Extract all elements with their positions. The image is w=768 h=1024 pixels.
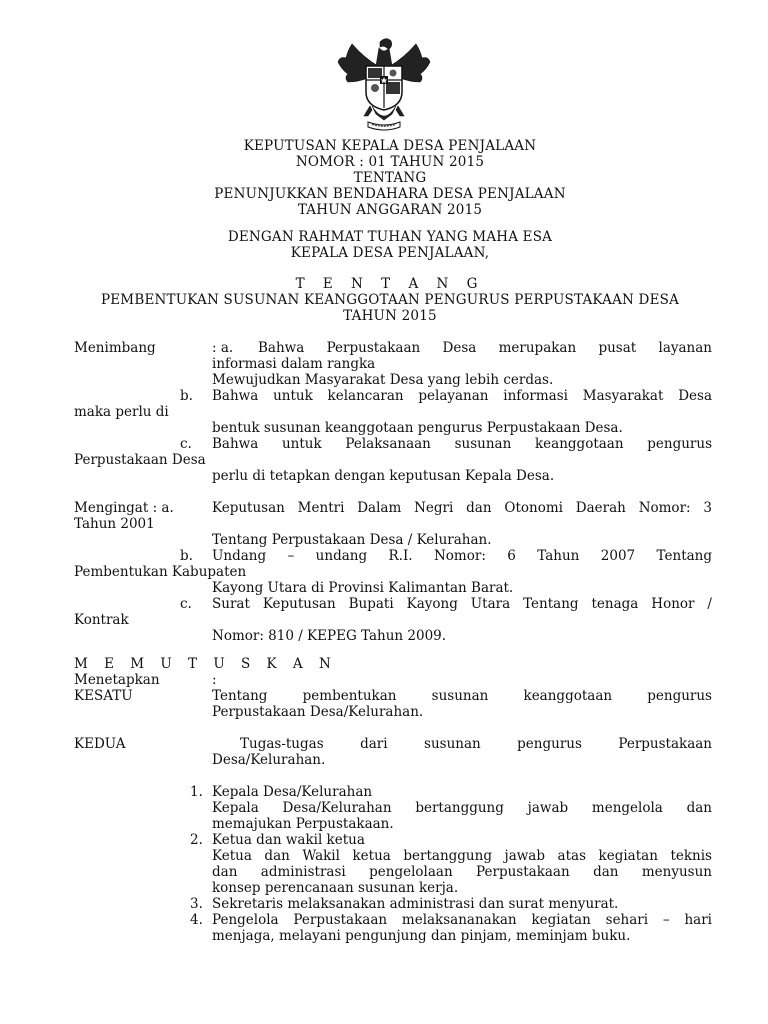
header-title	[60, 138, 720, 218]
task-title: Ketua dan wakil ketua	[212, 832, 365, 848]
menimbang-a-marker: : a.	[212, 340, 234, 356]
mengingat-a-line1: Keputusan Mentri Dalam Negri dan Otonomi Daerah Nomor: 3	[212, 500, 712, 516]
menimbang-b-line2: maka perlu di	[74, 404, 169, 420]
menimbang-b-line3: bentuk susunan keanggotaan pengurus Perpustakaan Desa.	[212, 420, 623, 436]
decree-subject: PENUNJUKKAN BENDAHARA DESA PENJALAAN	[214, 186, 566, 202]
task-line: Ketua dan Wakil ketua bertanggung jawab atas kegiatan teknis	[212, 848, 712, 864]
kedua-line1: Tugas-tugas dari susunan pengurus Perpustakaan	[240, 736, 712, 752]
kedua-label: KEDUA	[74, 736, 126, 752]
menimbang-a-line1: Bahwa Perpustakaan Desa merupakan pusat layanan	[258, 340, 712, 356]
subject-line-2: TAHUN 2015	[343, 308, 437, 324]
decree-title: KEPUTUSAN KEPALA DESA PENJALAAN	[243, 138, 537, 154]
kesatu-label: KESATU	[74, 688, 133, 704]
task-line: Kepala Desa/Kelurahan bertanggung jawab mengelola dan	[212, 800, 712, 816]
mengingat-c-marker: c.	[180, 596, 192, 612]
mengingat-b-line1: Undang – undang R.I. Nomor: 6 Tahun 2007 Tentang	[212, 548, 712, 564]
task-line: konsep perencanaan susunan kerja.	[212, 880, 459, 896]
subject-line-1: PEMBENTUKAN SUSUNAN KEANGGOTAAN PENGURUS PERPUSTAKAAN DESA	[100, 292, 680, 308]
kedua-line2: Desa/Kelurahan.	[212, 752, 326, 768]
menimbang-c-line2: Perpustakaan Desa	[74, 452, 206, 468]
task-title: Pengelola Perpustakaan melaksananakan kegiatan sehari – hari	[212, 912, 712, 928]
menimbang-b-marker: b.	[180, 388, 193, 404]
menimbang-label: Menimbang	[74, 340, 156, 356]
menimbang-c-line3: perlu di tetapkan dengan keputusan Kepala Desa.	[212, 468, 555, 484]
menimbang-c-marker: c.	[180, 436, 192, 452]
task-line: dan administrasi pengelolaan Perpustakaan dan menyusun	[212, 864, 712, 880]
menimbang-c-line1: Bahwa untuk Pelaksanaan susunan keanggotaan pengurus	[212, 436, 712, 452]
menimbang-b-line1: Bahwa untuk kelancaran pelayanan informasi Masyarakat Desa	[212, 388, 712, 404]
task-number: 4.	[190, 912, 203, 928]
task-line: menjaga, melayani pengunjung dan pinjam, meminjam buku.	[212, 928, 631, 944]
mengingat-c-line1: Surat Keputusan Bupati Kayong Utara Tentang tenaga Honor /	[212, 596, 712, 612]
task-line: memajukan Perpustakaan.	[212, 816, 394, 832]
menetapkan-colon: :	[212, 672, 217, 688]
preamble-line-1: DENGAN RAHMAT TUHAN YANG MAHA ESA	[227, 229, 553, 245]
mengingat-a-line2: Tahun 2001	[74, 516, 155, 532]
preamble	[60, 229, 720, 261]
menimbang-a-line3: Mewujudkan Masyarakat Desa yang lebih cerdas.	[212, 372, 554, 388]
kesatu-line1: Tentang pembentukan susunan keanggotaan pengurus	[212, 688, 712, 704]
garuda-emblem-icon	[334, 36, 434, 134]
decree-about: TENTANG	[353, 170, 427, 186]
task-number: 2.	[190, 832, 203, 848]
mengingat-c-line3: Nomor: 810 / KEPEG Tahun 2009.	[212, 628, 447, 644]
mengingat-label: Mengingat : a.	[74, 500, 174, 516]
task-title: Sekretaris melaksanakan administrasi dan surat menyurat.	[212, 896, 619, 912]
mengingat-c-line2: Kontrak	[74, 612, 129, 628]
subject-block	[60, 276, 720, 324]
kesatu-line2: Perpustakaan Desa/Kelurahan.	[212, 704, 424, 720]
decree-year: TAHUN ANGGARAN 2015	[297, 202, 483, 218]
menimbang-a-line2: informasi dalam rangka	[212, 356, 376, 372]
menetapkan-label: Menetapkan	[74, 672, 160, 688]
preamble-line-2: KEPALA DESA PENJALAAN,	[290, 245, 490, 261]
mengingat-b-marker: b.	[180, 548, 193, 564]
tentang-heading: T E N T A N G	[295, 276, 485, 292]
decree-number: NOMOR : 01 TAHUN 2015	[295, 154, 485, 170]
memutuskan-heading: M E M U T U S K A N	[74, 656, 337, 672]
mengingat-b-line2: Pembentukan Kabupaten	[74, 564, 247, 580]
task-number: 1.	[190, 784, 203, 800]
task-title: Kepala Desa/Kelurahan	[212, 784, 373, 800]
mengingat-a-line3: Tentang Perpustakaan Desa / Kelurahan.	[212, 532, 492, 548]
mengingat-b-line3: Kayong Utara di Provinsi Kalimantan Barat.	[212, 580, 514, 596]
task-number: 3.	[190, 896, 203, 912]
